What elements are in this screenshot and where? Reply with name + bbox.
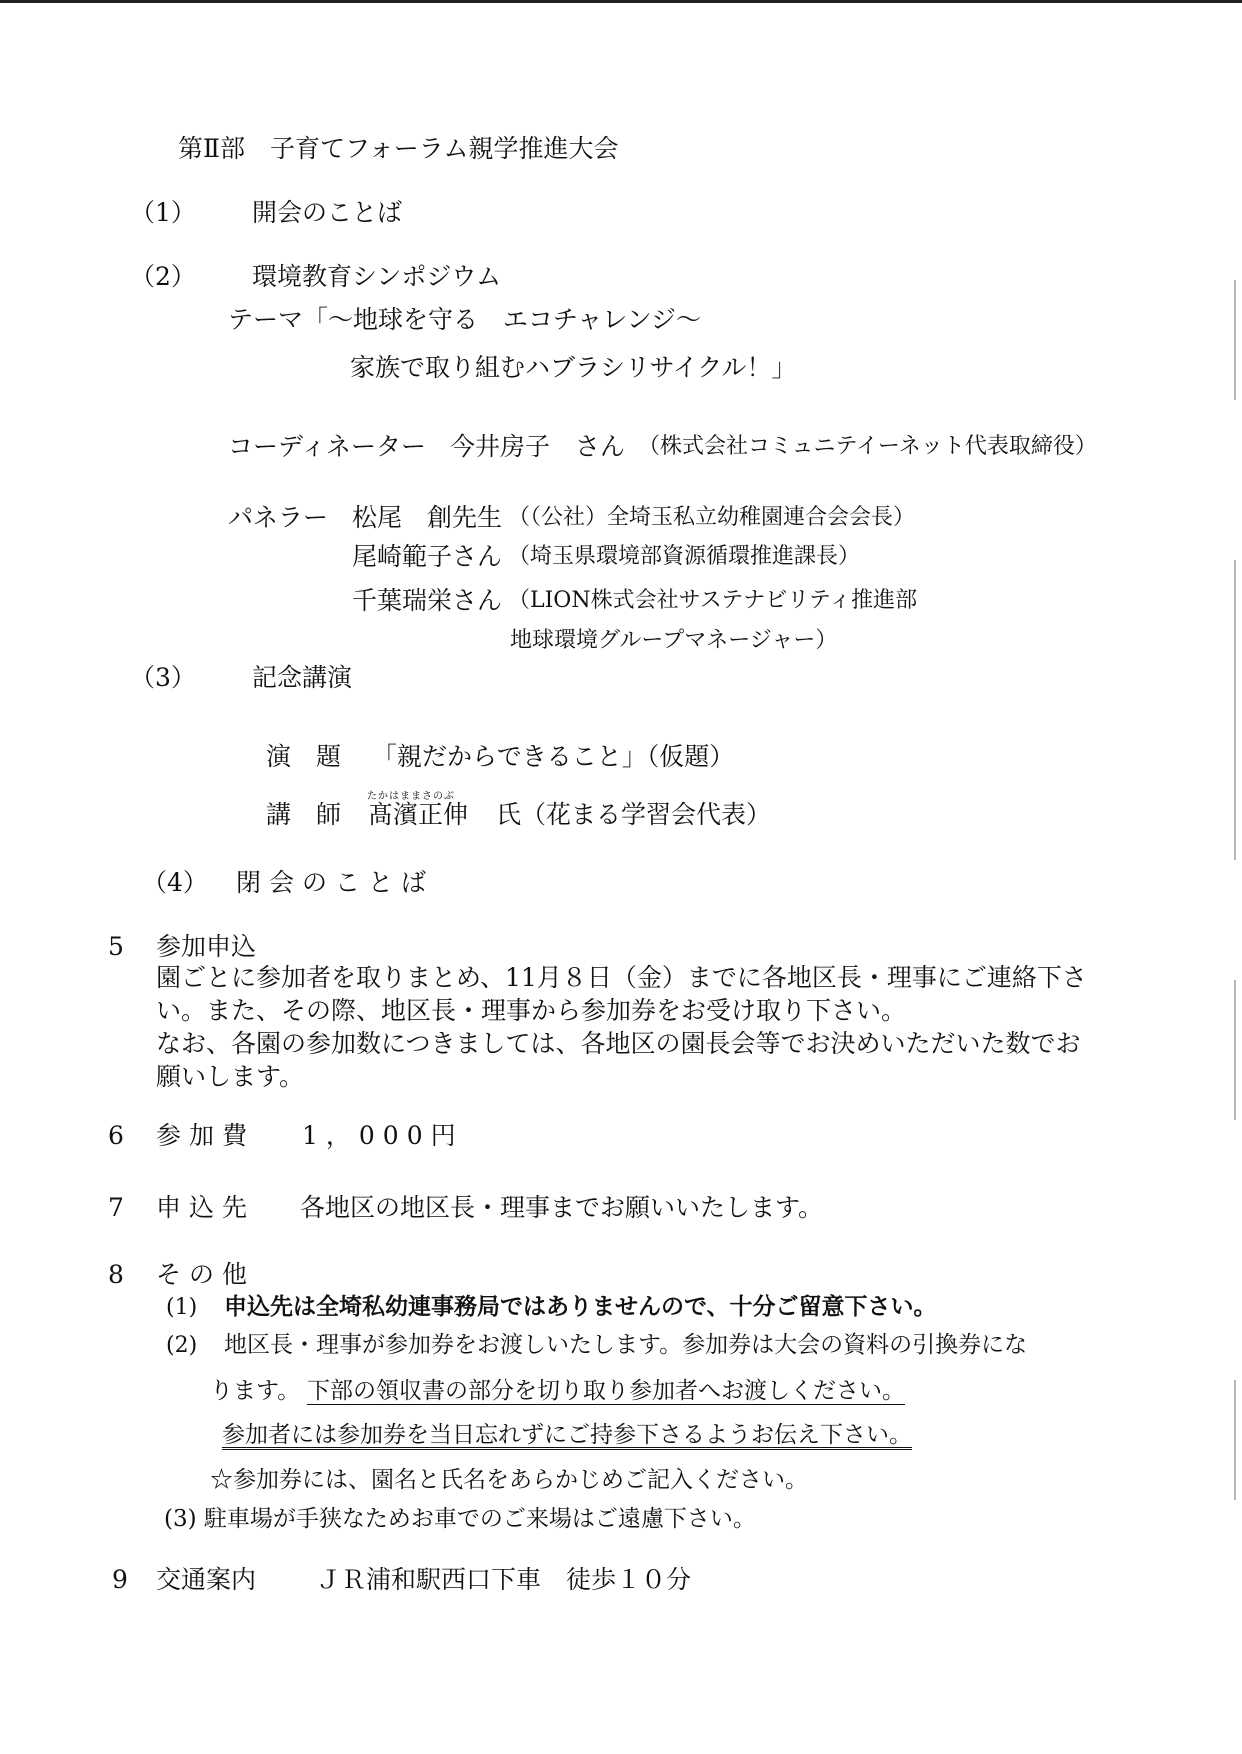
lecture-topic: 「親だからできること」（仮題） — [372, 742, 735, 771]
access-info: ＪＲ浦和駅西口下車 徒歩１０分 — [316, 1565, 692, 1594]
section5-line-4: 願いします。 — [156, 1062, 305, 1091]
lecturer-name: 髙濱正伸 — [368, 800, 469, 829]
lecturer-affiliation: 氏（花まる学習会代表） — [496, 800, 772, 829]
section9-number: 9 — [112, 1565, 128, 1594]
panelist-1-name: 松尾 創先生 — [352, 503, 503, 532]
lecturer-label: 講 師 — [266, 800, 342, 829]
panelist-2-role: （埼玉県環境部資源循環推進課長） — [508, 544, 861, 569]
theme-line-2: 家族で取り組むハブラシリサイクル！」 — [350, 353, 797, 382]
section5-line-3: なお、各園の参加数につきましては、各地区の園長会等でお決めいただいた数でお — [156, 1029, 1081, 1058]
scan-edge-mark — [1234, 280, 1236, 400]
note2-number: (2) — [166, 1333, 198, 1358]
panelist-3-role: （LION株式会社サステナビリティ推進部 — [508, 588, 918, 613]
section9-label: 交通案内 — [156, 1565, 257, 1594]
item1-number: （1） — [130, 198, 196, 227]
coordinator-label: コーディネーター — [228, 432, 427, 461]
scan-edge-mark — [1234, 980, 1236, 1120]
item4-number: （4） — [142, 868, 208, 897]
item3-number: （3） — [130, 663, 196, 692]
section8-number: 8 — [108, 1260, 124, 1289]
top-border-line — [0, 0, 1242, 3]
item1-text: 開会のことば — [252, 198, 403, 227]
panel-label: パネラー — [228, 503, 329, 532]
lecturer-ruby: たかはままさのぶ — [367, 791, 455, 802]
section8-label: その他 — [156, 1260, 256, 1289]
note1-number: (1) — [166, 1295, 198, 1320]
note2-line-2b: 下部の領収書の部分を切り取り参加者へお渡しください。 — [307, 1378, 905, 1404]
section5-line-1: 園ごとに参加者を取りまとめ、11月８日（金）までに各地区長・理事にご連絡下さ — [156, 963, 1087, 992]
coordinator-name: 今井房子 さん — [450, 432, 626, 461]
scan-edge-mark — [1234, 1380, 1236, 1500]
section5-title: 参加申込 — [156, 932, 257, 961]
item4-text: 閉会のことば — [236, 868, 435, 897]
item2-number: （2） — [130, 262, 196, 291]
panelist-1-role: （（公社）全埼玉私立幼稚園連合会会長） — [508, 505, 916, 530]
note2-line-3: 参加者には参加券を当日忘れずにご持参下さるようお伝え下さい。 — [222, 1422, 912, 1448]
application-destination: 各地区の地区長・理事までお願いいたします。 — [300, 1193, 824, 1222]
section7-label: 申込先 — [156, 1193, 256, 1222]
section7-number: 7 — [108, 1193, 124, 1222]
panelist-3-role-continued: 地球環境グループマネージャー） — [510, 628, 838, 653]
item3-text: 記念講演 — [252, 663, 353, 692]
item2-text: 環境教育シンポジウム — [252, 262, 502, 291]
section6-label: 参加費 — [156, 1121, 256, 1150]
note1-text: 申込先は全埼私幼連事務局ではありませんので、十分ご留意下さい。 — [224, 1293, 937, 1320]
coordinator-role: （株式会社コミュニテイーネット代表取締役） — [638, 434, 1097, 459]
panelist-3-name: 千葉瑞栄さん — [352, 586, 503, 615]
note2-line-2a: ります。 — [210, 1378, 301, 1404]
scan-edge-mark — [1234, 560, 1236, 860]
section5-number: 5 — [108, 932, 124, 961]
note2-line-1: 地区長・理事が参加券をお渡しいたします。参加券は大会の資料の引換券にな — [224, 1332, 1028, 1358]
theme-line-1: テーマ「～地球を守る エコチャレンジ～ — [228, 305, 702, 334]
part2-title: 第Ⅱ部 子育てフォーラム親学推進大会 — [178, 134, 619, 163]
note3-text: (3) 駐車場が手狭なためお車でのご来場はご遠慮下さい。 — [164, 1506, 756, 1532]
section6-number: 6 — [108, 1121, 124, 1150]
section5-line-2: い。また、その際、地区長・理事から参加券をお受け取り下さい。 — [156, 996, 907, 1025]
panelist-2-name: 尾崎範子さん — [352, 542, 503, 571]
note2-star-note: ☆参加券には、園名と氏名をあらかじめご記入ください。 — [210, 1467, 808, 1493]
participation-fee: 1，000円 — [302, 1121, 464, 1150]
topic-label: 演 題 — [266, 742, 342, 771]
